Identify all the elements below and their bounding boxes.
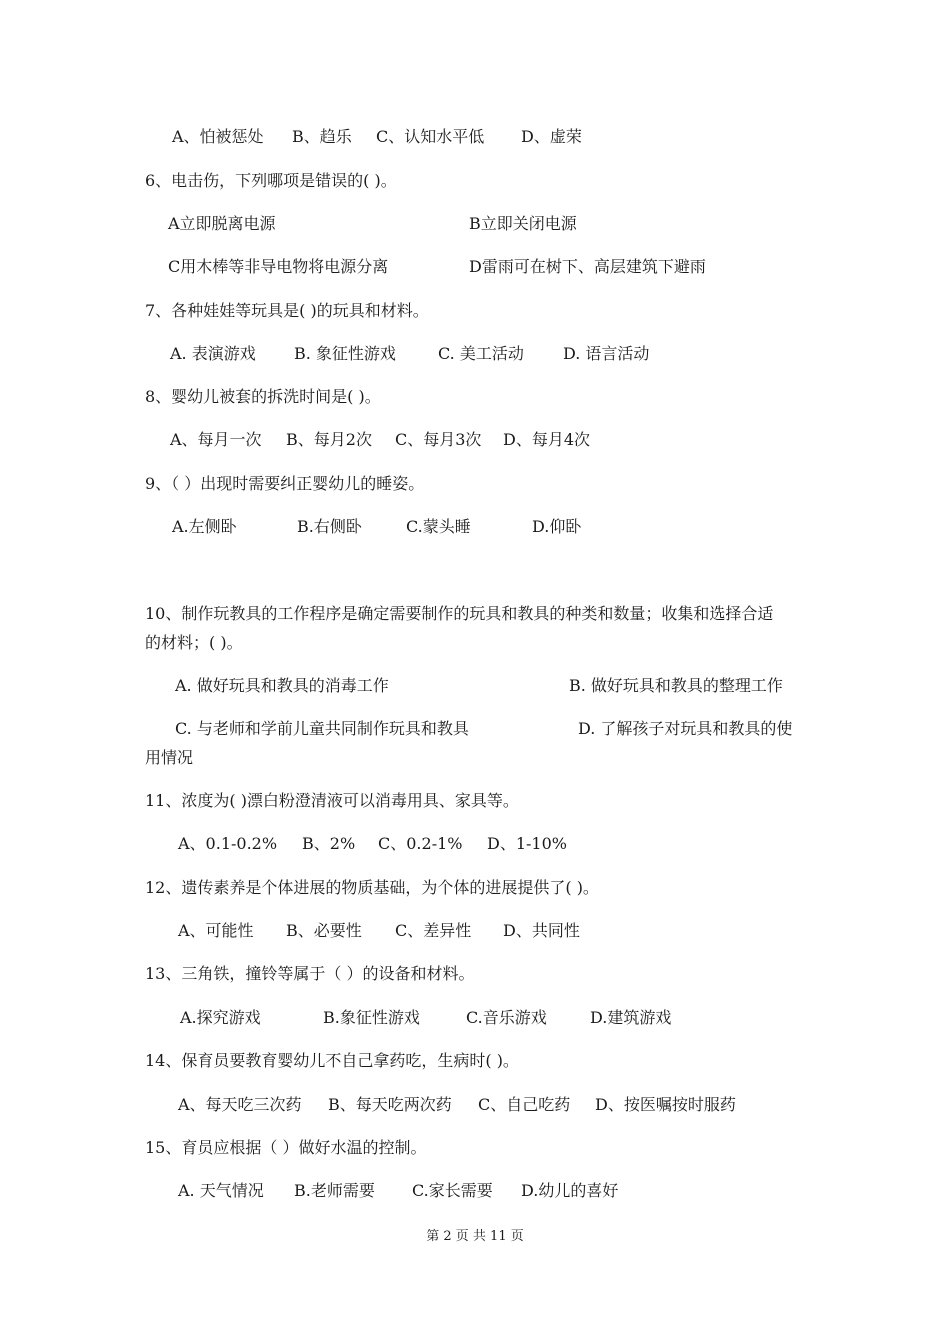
q6-stem: 6、电击伤，下列哪项是错误的( )。	[145, 171, 397, 190]
q14-option-d: D、按医嘱按时服药	[595, 1095, 736, 1114]
q7-option-c: C. 美工活动	[438, 344, 524, 363]
q14-option-c: C、自己吃药	[478, 1095, 571, 1114]
q9-option-d: D.仰卧	[532, 517, 582, 536]
q13-option-c: C.音乐游戏	[466, 1008, 547, 1027]
q15-option-a: A. 天气情况	[178, 1181, 264, 1200]
q15-stem: 15、育员应根据（ ）做好水温的控制。	[145, 1138, 427, 1157]
q11-option-a: A、0.1-0.2%	[178, 834, 278, 853]
q5-option-b: B、趋乐	[292, 127, 352, 146]
q14-option-b: B、每天吃两次药	[328, 1095, 452, 1114]
q7-option-b: B. 象征性游戏	[294, 344, 396, 363]
q8-option-a: A、每月一次	[170, 430, 262, 449]
q11-option-b: B、2%	[302, 834, 356, 853]
q6-option-a: A立即脱离电源	[168, 214, 276, 233]
q6-option-c: C用木棒等非导电物将电源分离	[168, 257, 389, 276]
q11-option-c: C、0.2-1%	[378, 834, 463, 853]
q6-option-b: B立即关闭电源	[469, 214, 577, 233]
q7-stem: 7、各种娃娃等玩具是( )的玩具和材料。	[145, 301, 429, 320]
q6-option-d: D雷雨可在树下、高层建筑下避雨	[469, 257, 706, 276]
q12-option-a: A、可能性	[178, 921, 254, 940]
q10-option-b: B. 做好玩具和教具的整理工作	[569, 676, 783, 695]
q8-option-b: B、每月2次	[286, 430, 372, 449]
q9-option-c: C.蒙头睡	[406, 517, 471, 536]
q12-stem: 12、遗传素养是个体进展的物质基础，为个体的进展提供了( )。	[145, 878, 599, 897]
q9-stem: 9、（ ）出现时需要纠正婴幼儿的睡姿。	[145, 474, 425, 493]
q12-option-d: D、共同性	[503, 921, 580, 940]
q15-option-c: C.家长需要	[412, 1181, 493, 1200]
q9-option-a: A.左侧卧	[172, 517, 237, 536]
q14-stem: 14、保育员要教育婴幼儿不自己拿药吃，生病时( )。	[145, 1051, 519, 1070]
q14-option-a: A、每天吃三次药	[178, 1095, 302, 1114]
q8-option-c: C、每月3次	[395, 430, 482, 449]
q10-stem-line-1: 10、制作玩教具的工作程序是确定需要制作的玩具和教具的种类和数量；收集和选择合适	[145, 604, 774, 623]
q11-option-d: D、1-10%	[487, 834, 567, 853]
q10-option-c: C. 与老师和学前儿童共同制作玩具和教具	[175, 719, 469, 738]
q5-option-a: A、怕被惩处	[172, 127, 264, 146]
q12-option-b: B、必要性	[286, 921, 362, 940]
q8-option-d: D、每月4次	[503, 430, 591, 449]
q10-stem-line-2: 的材料；( )。	[145, 633, 243, 652]
q13-stem: 13、三角铁，撞铃等属于（ ）的设备和材料。	[145, 964, 475, 983]
q11-stem: 11、浓度为( )漂白粉澄清液可以消毒用具、家具等。	[145, 791, 519, 810]
q8-stem: 8、婴幼儿被套的拆洗时间是( )。	[145, 387, 381, 406]
q10-option-d-continued: 用情况	[145, 748, 194, 767]
q5-option-d: D、虚荣	[521, 127, 582, 146]
q13-option-d: D.建筑游戏	[590, 1008, 672, 1027]
q10-option-a: A. 做好玩具和教具的消毒工作	[175, 676, 389, 695]
q15-option-d: D.幼儿的喜好	[521, 1181, 619, 1200]
q5-option-c: C、认知水平低	[376, 127, 485, 146]
q13-option-a: A.探究游戏	[180, 1008, 261, 1027]
q15-option-b: B.老师需要	[294, 1181, 375, 1200]
q7-option-d: D. 语言活动	[563, 344, 650, 363]
q12-option-c: C、差异性	[395, 921, 472, 940]
q13-option-b: B.象征性游戏	[323, 1008, 420, 1027]
q10-option-d: D. 了解孩子对玩具和教具的使	[578, 719, 793, 738]
page-number-footer: 第 2 页 共 11 页	[426, 1229, 524, 1244]
q9-option-b: B.右侧卧	[297, 517, 362, 536]
q7-option-a: A. 表演游戏	[170, 344, 256, 363]
